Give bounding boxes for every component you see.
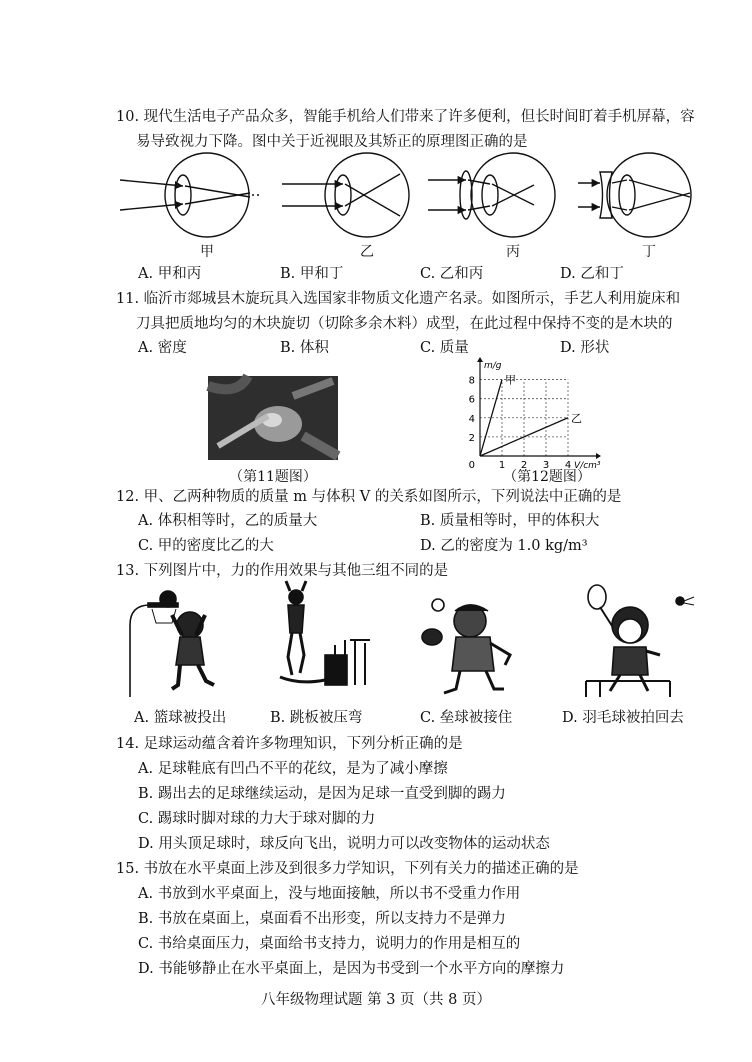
x-tick-label: 1 <box>498 460 506 471</box>
q15-option-a: A. 书放到水平桌面上，没与地面接触，所以书不受重力作用 <box>138 886 521 902</box>
series-label-yi: 乙 <box>571 411 582 425</box>
x-tick-label: 2 <box>520 460 528 471</box>
q14-option-a: A. 足球鞋底有凹凸不平的花纹，是为了减小摩擦 <box>138 761 448 777</box>
q14-stem: 14. 足球运动蕴含着许多物理知识，下列分析正确的是 <box>116 736 463 752</box>
q13-option-d: D. 羽毛球被拍回去 <box>562 710 684 726</box>
eye-diagram-bing <box>428 153 555 237</box>
q11-stem-line1: 11. 临沂市郯城县木旋玩具入选国家非物质文化遗产名录。如图所示，手艺人利用旋床和 <box>116 291 681 307</box>
x-axis-label: V/cm³ <box>574 461 601 471</box>
q10-option-b: B. 甲和丁 <box>280 266 344 282</box>
q12-figure-caption: （第12题图） <box>503 469 591 485</box>
q14-option-b: B. 踢出去的足球继续运动，是因为足球一直受到脚的踢力 <box>138 786 506 802</box>
y-tick-label: 4 <box>468 413 475 425</box>
mass-volume-chart <box>458 362 608 472</box>
eye-diagrams <box>0 0 752 260</box>
y-axis-label: m/g <box>484 361 502 371</box>
q11-option-b: B. 体积 <box>280 340 329 356</box>
springboard-illustration <box>280 581 370 685</box>
q10-option-d: D. 乙和丁 <box>560 266 624 282</box>
eye-label-yi: 乙 <box>360 244 374 260</box>
y-axis-arrow <box>477 357 483 362</box>
softball-illustration <box>422 599 510 693</box>
q13-option-b: B. 跳板被压弯 <box>270 710 363 726</box>
q12-option-a: A. 体积相等时，乙的质量大 <box>138 513 318 529</box>
origin-label: 0 <box>468 460 475 471</box>
eye-label-ding: 丁 <box>642 244 656 260</box>
q13-illustrations <box>0 585 752 705</box>
q11-figure-caption: （第11题图） <box>229 469 317 485</box>
q13-stem: 13. 下列图片中，力的作用效果与其他三组不同的是 <box>116 563 449 579</box>
q12-stem: 12. 甲、乙两种物质的质量 m 与体积 V 的关系如图所示，下列说法中正确的是 <box>116 489 622 505</box>
y-tick-label: 2 <box>468 432 475 444</box>
wood-turning-photo <box>208 376 338 460</box>
q13-option-c: C. 垒球被接住 <box>420 710 513 726</box>
q10-stem-line1: 10. 现代生活电子产品众多，智能手机给人们带来了许多便利，但长时间盯着手机屏幕，容 <box>116 109 695 125</box>
series-label-jia: 甲 <box>505 373 516 387</box>
q11-option-d: D. 形状 <box>560 340 610 356</box>
basketball-illustration <box>130 591 214 697</box>
q15-option-c: C. 书给桌面压力，桌面给书支持力，说明力的作用是相互的 <box>138 936 521 952</box>
badminton-illustration <box>586 585 694 697</box>
y-tick-label: 8 <box>468 375 475 387</box>
q15-option-b: B. 书放在桌面上，桌面看不出形变，所以支持力不是弹力 <box>138 911 506 927</box>
q15-stem: 15. 书放在水平桌面上涉及到很多力学知识，下列有关力的描述正确的是 <box>116 861 579 877</box>
q10-stem-line2: 易导致视力下降。图中关于近视眼及其矫正的原理图正确的是 <box>136 134 528 150</box>
q10-option-a: A. 甲和丙 <box>138 266 202 282</box>
q14-option-d: D. 用头顶足球时，球反向飞出，说明力可以改变物体的运动状态 <box>138 836 550 852</box>
q14-option-c: C. 踢球时脚对球的力大于球对脚的力 <box>138 811 376 827</box>
q15-option-d: D. 书能够静止在水平桌面上，是因为书受到一个水平方向的摩擦力 <box>138 961 565 977</box>
eye-diagram-yi <box>282 153 409 237</box>
x-tick-label: 4 <box>564 460 572 471</box>
x-tick-label: 3 <box>542 460 550 471</box>
q12-option-c: C. 甲的密度比乙的大 <box>138 538 274 554</box>
x-axis-arrow <box>596 453 601 459</box>
q11-option-a: A. 密度 <box>138 340 187 356</box>
series-line-jia <box>480 380 502 456</box>
y-tick-label: 6 <box>468 394 475 406</box>
eye-diagram-jia <box>120 153 262 237</box>
eye-label-jia: 甲 <box>200 244 214 260</box>
q13-option-a: A. 篮球被投出 <box>134 710 227 726</box>
q11-option-c: C. 质量 <box>420 340 469 356</box>
page-footer: 八年级物理试题 第 3 页（共 8 页） <box>261 992 491 1008</box>
q11-stem-line2: 刀具把质地均匀的木块旋切（切除多余木料）成型，在此过程中保持不变的是木块的 <box>136 316 673 332</box>
eye-label-bing: 丙 <box>506 244 520 260</box>
eye-diagram-ding <box>578 153 691 237</box>
q12-option-d: D. 乙的密度为 1.0 kg/m³ <box>420 538 588 554</box>
q10-option-c: C. 乙和丙 <box>420 266 484 282</box>
q12-option-b: B. 质量相等时，甲的体积大 <box>420 513 600 529</box>
